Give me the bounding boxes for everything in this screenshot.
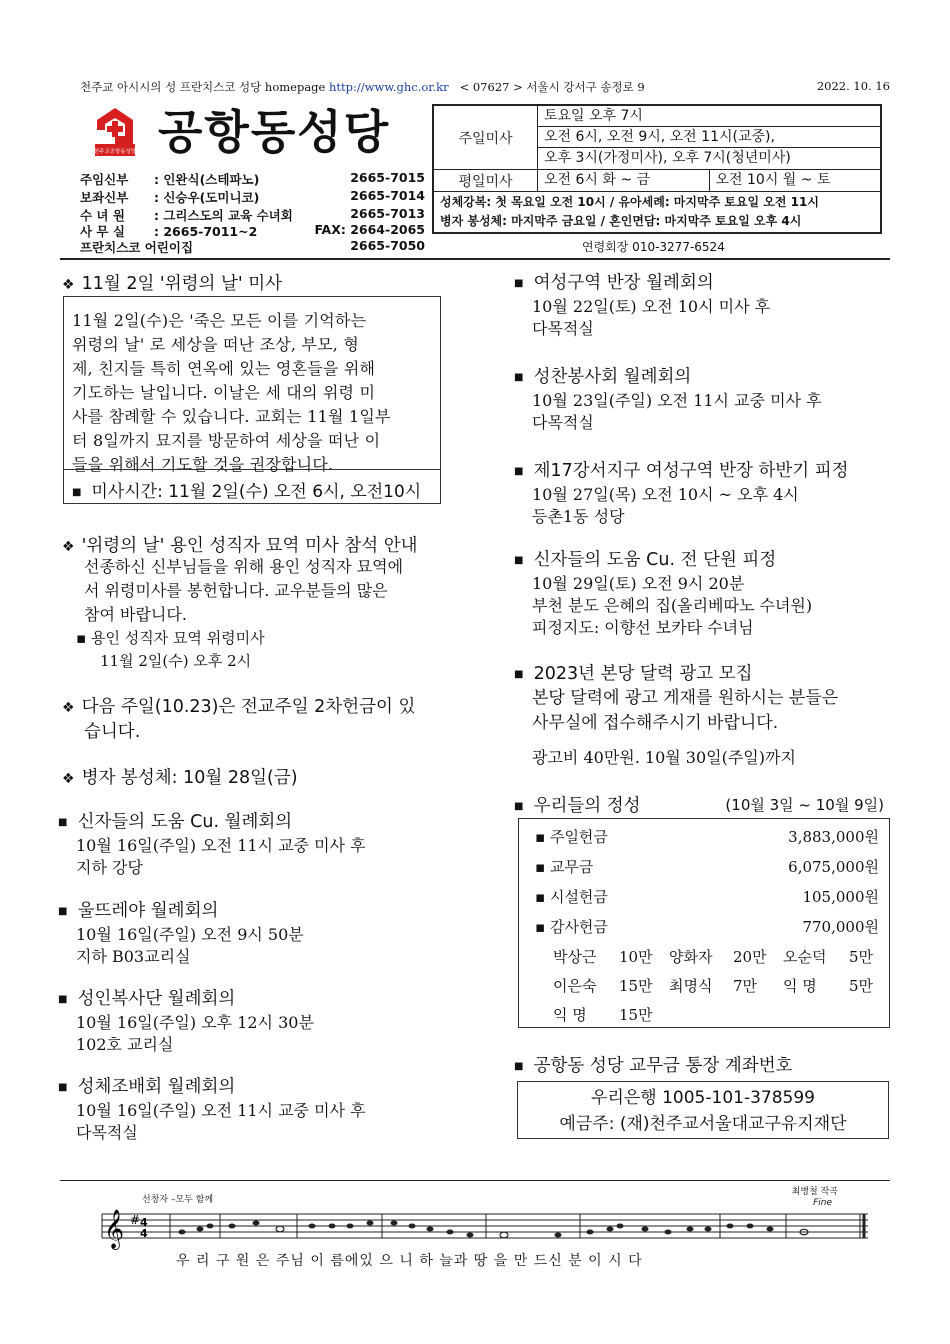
issue-date: 2022. 10. 16	[816, 79, 890, 93]
notice-item: ■ 성찬봉사회 월례회의 10월 23일(주일) 오전 11시 교중 미사 후 다목적실	[514, 367, 822, 432]
staff-row: 보좌신부 : 신승우(도미니코) 2665-7014	[80, 188, 425, 205]
square-bullet-icon: ■	[514, 466, 524, 477]
notice-item: ■ 신자들의 도움 Cu. 전 단원 피정 10월 29일(토) 오전 9시 20분 부천 분도 은혜의 집(올리베따노 수녀원) 피정지도: 이향선 보카타 수녀님	[514, 550, 813, 637]
square-bullet-icon: ■	[514, 669, 524, 680]
weekday-time-b: 오전 10시 월 ~ 토	[715, 172, 831, 188]
offering-period: (10월 3일 ~ 10월 9일)	[725, 796, 884, 814]
score-fine: Fine	[813, 1198, 832, 1208]
header-line	[80, 79, 890, 95]
staff-row: 사 무 실 : 2665-7011~2 FAX: 2664-2065	[80, 222, 425, 239]
square-bullet-icon: ■	[514, 372, 524, 383]
body-line: 위령의 날' 로 세상을 떠난 조상, 부모, 형	[72, 335, 360, 354]
score-composer: 최병철 작곡	[791, 1187, 838, 1197]
square-bullet-icon: ■	[514, 801, 524, 812]
mass-time-line: ■ 미사시간: 11월 2일(수) 오전 6시, 오전10시	[72, 482, 422, 502]
meeting-item: ■ 울뜨레야 월례회의 10월 16일(주일) 오전 9시 50분 지하 B03교리실	[58, 901, 304, 966]
sunday-time: 오전 6시, 오전 9시, 오전 11시(교중),	[538, 127, 880, 148]
account-bank: 우리은행 1005-101-378599	[591, 1088, 815, 1108]
offering-box: ▪ 주일헌금 3,883,000원 ▪ 교무금 6,075,000원 ▪ 시설헌금 105,000원 ▪ 감사헌금 770,000원 박상근 10만 양화자 20만 오순덕 5만 이은숙 15만 최명식 7만 익 명 5만 익 명 15만	[518, 818, 890, 1028]
hymn-score	[60, 1180, 890, 1270]
offering-row: ▪ 주일헌금 3,883,000원	[535, 828, 879, 846]
square-bullet-icon: ■	[58, 1082, 68, 1093]
info-box	[63, 296, 441, 504]
offering-row: ▪ 감사헌금 770,000원	[535, 918, 879, 936]
address: < 07627 > 서울시 강서구 송정로 9	[459, 80, 645, 94]
church-logo-icon	[93, 106, 137, 158]
mass-schedule-table	[432, 104, 882, 234]
dot-bullet-icon: ▪	[535, 858, 546, 876]
diamond-bullet-icon: ❖	[62, 277, 75, 293]
square-bullet-icon: ■	[514, 278, 524, 289]
svg-text:#: #	[130, 1213, 141, 1227]
meeting-item: ■ 신자들의 도움 Cu. 월례회의 10월 16일(주일) 오전 11시 교중 미사 후 지하 강당	[58, 812, 366, 877]
sunday-time: 오후 3시(가정미사), 오후 7시(청년미사)	[544, 150, 791, 166]
staff-row: 수 녀 원 : 그리스도의 교육 수녀회 2665-7013	[80, 206, 425, 223]
body-line: 들을 위해서 기도할 것을 권장합니다.	[72, 455, 334, 474]
body-line: 제, 친지들 특히 연옥에 있는 영혼들을 위해	[72, 359, 376, 378]
svg-text:𝄞: 𝄞	[104, 1209, 125, 1249]
dot-bullet-icon: ▪	[76, 629, 87, 647]
homepage-link[interactable]: http://www.ghc.or.kr	[329, 80, 449, 94]
account-box	[517, 1081, 889, 1139]
section-body: 선종하신 신부님들을 위해 용인 성직자 묘역에 서 위령미사를 봉헌합니다. 교우분들의 많은 참여 바랍니다.	[84, 557, 404, 624]
square-bullet-icon: ■	[58, 906, 68, 917]
notice-item: ■ 여성구역 반장 월례회의 10월 22일(토) 오전 10시 미사 후 다목적실	[514, 273, 771, 338]
ad-notice: ■ 2023년 본당 달력 광고 모집 본당 달력에 광고 게재를 원하시는 분들은 사무실에 접수해주시기 바랍니다. 광고비 40만원. 10월 30일(주일)까지	[514, 660, 838, 770]
staff-row: 주임신부 : 인완식(스테파노) 2665-7015	[80, 170, 425, 187]
score-leader: 선창자 –모두 함께	[142, 1195, 214, 1205]
offering-row: ▪ 교무금 6,075,000원	[535, 858, 879, 876]
dot-bullet-icon: ▪	[535, 828, 546, 846]
page-title: 공항동성당	[158, 105, 391, 159]
body-line: 터 8일까지 묘지를 방문하여 세상을 떠난 이	[72, 431, 381, 450]
svg-text:4: 4	[140, 1216, 148, 1229]
section-title: ❖ 11월 2일 '위령의 날' 미사	[62, 274, 283, 294]
account-title: ■ 공항동 성당 교무금 통장 계좌번호	[514, 1056, 793, 1076]
diamond-bullet-icon: ❖	[62, 700, 75, 716]
section-title-cont: 습니다.	[84, 722, 141, 742]
section-title: ❖ 병자 봉성체: 10월 28일(금)	[62, 768, 298, 788]
ad-fee: 광고비 40만원. 10월 30일(주일)까지	[532, 748, 796, 767]
sacrament-line: 성체강복: 첫 목요일 오전 10시 / 유아세례: 마지막주 토요일 오전 11시	[440, 195, 819, 209]
square-bullet-icon: ■	[58, 817, 68, 828]
sunday-mass-label: 주일미사	[434, 106, 538, 169]
body-line: 사를 참례할 수 있습니다. 교회는 11월 1일부	[72, 407, 391, 426]
staff-row: 프란치스코 어린이집 2665-7050	[80, 238, 425, 255]
meeting-item: ■ 성인복사단 월례회의 10월 16일(주일) 오후 12시 30분 102호 교리실	[58, 989, 314, 1054]
sunday-time: 토요일 오후 7시	[538, 106, 880, 127]
svg-text:4: 4	[140, 1227, 148, 1240]
section-subitem: ▪ 용인 성직자 묘역 위령미사 11월 2일(수) 오후 2시	[76, 629, 265, 670]
square-bullet-icon: ■	[514, 1061, 524, 1072]
notice-item: ■ 제17강서지구 여성구역 반장 하반기 피정 10월 27일(목) 오전 10시 ~ 오후 4시 등촌1동 성당	[514, 461, 849, 526]
section-title: ❖ '위령의 날' 용인 성직자 묘역 미사 참석 안내	[62, 536, 418, 556]
score-lyrics: 우 리 구 원 은 주님 이 름에있 으 니 하 늘과 땅 을 만 드신 분 이 시 다	[176, 1253, 643, 1269]
square-bullet-icon: ■	[72, 487, 82, 498]
weekday-time-a: 오전 6시 화 ~ 금	[538, 170, 710, 191]
offering-header: ■ 우리들의 정성 (10월 3일 ~ 10월 9일)	[514, 796, 884, 816]
offering-row: ▪ 시설헌금 105,000원	[535, 888, 879, 906]
square-bullet-icon: ■	[514, 555, 524, 566]
dot-bullet-icon: ▪	[535, 918, 546, 936]
square-bullet-icon: ■	[58, 994, 68, 1005]
parish-name: 천주교 아시시의 성 프란치스코 성당 homepage	[80, 80, 326, 94]
body-line: 기도하는 날입니다. 이날은 세 대의 위령 미	[72, 383, 376, 402]
divider	[60, 258, 890, 260]
meeting-item: ■ 성체조배회 월례회의 10월 16일(주일) 오전 11시 교중 미사 후 다목적실	[58, 1077, 366, 1142]
account-holder: 예금주: (재)천주교서울대교구유지재단	[559, 1114, 847, 1134]
logo-text: 천주교공항동성당	[93, 149, 137, 155]
body-line: 11월 2일(수)은 '죽은 모든 이를 기억하는	[72, 311, 367, 330]
section-title: ❖ 다음 주일(10.23)은 전교주일 2차헌금이 있	[62, 697, 416, 717]
sacrament-line: 병자 봉성체: 마지막주 금요일 / 혼인면담: 마지막주 토요일 오후 4시	[440, 214, 802, 228]
contact-line: 연령회장 010-3277-6524	[582, 240, 725, 254]
dot-bullet-icon: ▪	[535, 888, 546, 906]
diamond-bullet-icon: ❖	[62, 539, 75, 555]
weekday-mass-label: 평일미사	[434, 170, 538, 191]
diamond-bullet-icon: ❖	[62, 771, 75, 787]
